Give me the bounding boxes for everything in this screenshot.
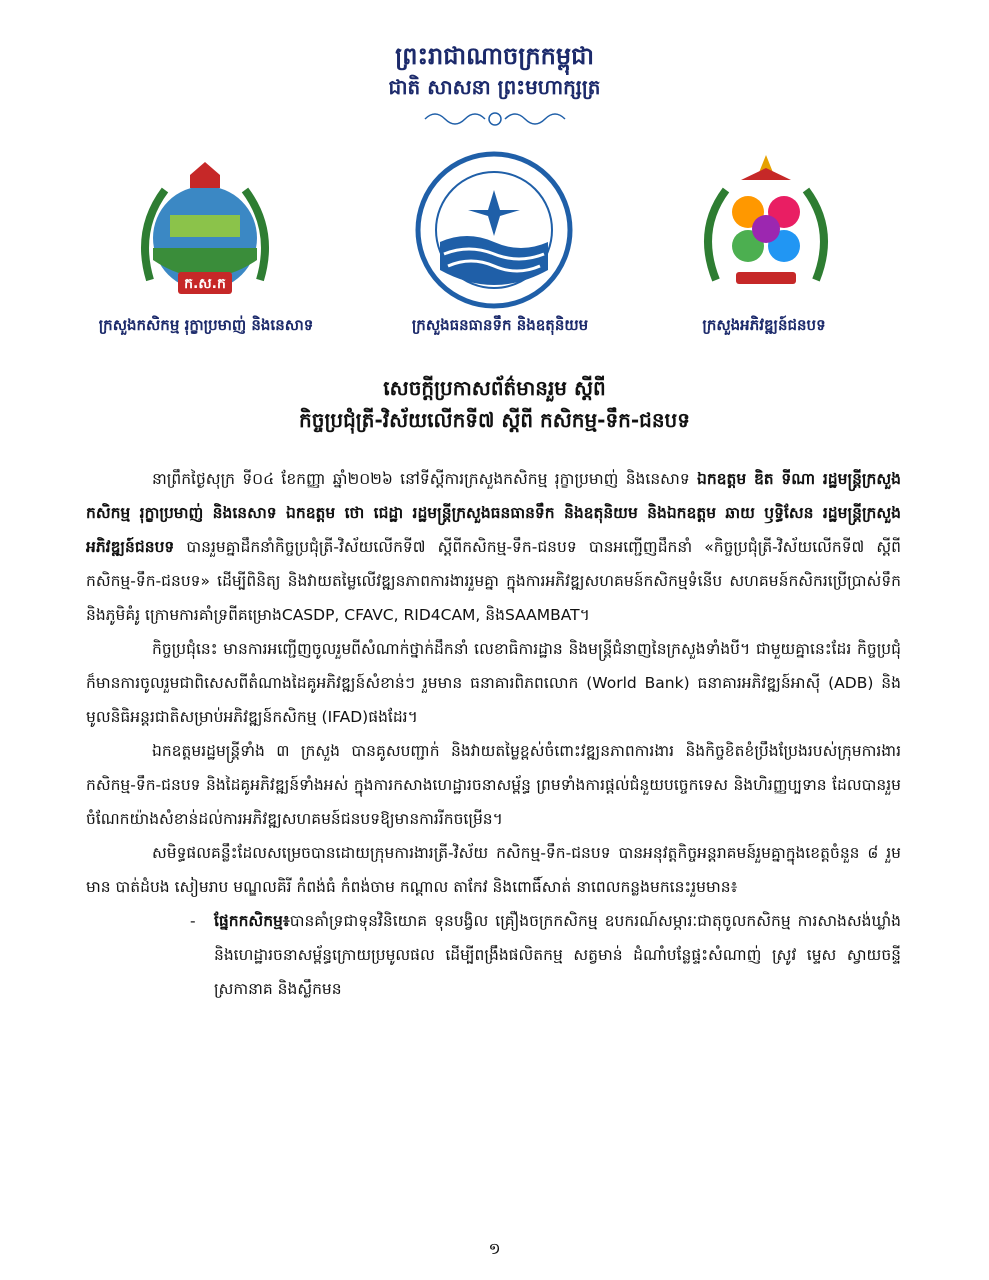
agriculture-ministry-badge: ក.ស.ក bbox=[184, 276, 226, 292]
water-ministry-label: ក្រសួងធនធានទឹក និងឧតុនិយម bbox=[411, 316, 589, 334]
paragraph-1-rest: បានរួមគ្នាដឹកនាំកិច្ចប្រជុំត្រី-វិស័យលើកទី៧ ស្តីពីកសិកម្ម-ទឹក-ជនបទ បានអញ្ជើញដឹកនាំ «កិច្ចប្រជុំត្រី-វិស័យលើកទី៧ ស្តីពីកសិកម្ម-ទឹក-ជនបទ» ដើម្បីពិនិត្យ និងវាយតម្លៃលើវឌ្ឍនភាពការងាររួមគ្នា ក្នុងការអភិវឌ្ឍសហគមន៍កសិកម្មទំនើប សហគមន៍កសិករប្រើប្រាស់ទឹក និងភូមិគំរូ ក្រោមការគាំទ្រពីគម្រោងCASDP, CFAVC, RID4CAM, និងSAAMBAT។ bbox=[86, 538, 901, 624]
rural-development-ministry-logo bbox=[696, 150, 836, 300]
national-header bbox=[0, 40, 989, 102]
bullet-heading: ផ្នែកកសិកម្ម៖ bbox=[214, 912, 290, 930]
title-line-2: កិច្ចប្រជុំត្រី-វិស័យលើកទី៧ ស្តីពី កសិកម្ម-ទឹក-ជនបទ bbox=[299, 408, 690, 432]
water-ministry-logo bbox=[414, 150, 574, 310]
document-body bbox=[86, 462, 901, 1006]
paragraph-3: ឯកឧត្តមរដ្ឋមន្ត្រីទាំង ៣ ក្រសួង បានគូសបញ្ជាក់ និងវាយតម្លៃខ្ពស់ចំពោះវឌ្ឍនភាពការងារ និងកិច្ចខិតខំប្រឹងប្រែងរបស់ក្រុមការងារកសិកម្ម-ទឹក-ជនបទ និងដៃគូអភិវឌ្ឍន៍ទាំងអស់ ក្នុងការកសាងហេដ្ឋារចនាសម្ព័ន្ធ ព្រមទាំងការផ្តល់ជំនួយបច្ចេកទេស និងហិរញ្ញប្បទាន ដែលបានរួមចំណែកយ៉ាងសំខាន់ដល់ការអភិវឌ្ឍសហគមន៍ជនបទឱ្យមានការរីកចម្រើន។ bbox=[86, 742, 901, 828]
bullet-text: បានគាំទ្រជាទុនវិនិយោគ ទុនបង្វិល គ្រឿងចក្រកសិកម្ម ឧបករណ៍សម្ភារៈជាតុចូលកសិកម្ម ការសាងសង់ឃ្លាំង និងហេដ្ឋារចនាសម្ព័ន្ធក្រោយប្រមូលផល ដើម្បីពង្រឹងផលិតកម្ម សត្វមាន់ ដំណាំបន្លែផ្ទះសំណាញ់ ស្រូវ ម្ទេស ស្វាយចន្ទី ស្រកានាគ និងស្លឹកមន bbox=[214, 912, 901, 998]
rural-development-ministry-label: ក្រសួងអភិវឌ្ឍន៍ជនបទ bbox=[702, 316, 826, 334]
paragraph-1-officials: ឯកឧត្តម ឌិត ទីណា រដ្ឋមន្ត្រីក្រសួងកសិកម្ម រុក្ខាប្រមាញ់ និងនេសាទ ឯកឧត្តម ថោ ជេដ្ឋា រដ្ឋមន្ត្រីក្រសួងធនធានទឹក និងឧតុនិយម និងឯកឧត្តម ឆាយ ឫទ្ធិសែន រដ្ឋមន្ត្រីក្រសួងអភិវឌ្ឍន៍ជនបទ bbox=[86, 470, 901, 556]
paragraph-1 bbox=[86, 462, 901, 632]
bullet-dash: - bbox=[190, 912, 196, 930]
paragraph-2: កិច្ចប្រជុំនេះ មានការអញ្ជើញចូលរួមពីសំណាក់ថ្នាក់ដឹកនាំ លេខាធិការដ្ឋាន និងមន្ត្រីជំនាញនៃក្រសួងទាំងបី។ ជាមួយគ្នានេះដែរ កិច្ចប្រជុំក៏មានការចូលរួមជាពិសេសពីតំណាងដៃគូអភិវឌ្ឍន៍សំខាន់ៗ រួមមាន ធនាគារពិភពលោក (World Bank) ធនាគារអភិវឌ្ឍន៍អាស៊ី (ADB) និងមូលនិធិអន្តរជាតិសម្រាប់អភិវឌ្ឍន៍កសិកម្ម (IFAD)ផងដែរ។ bbox=[86, 640, 901, 726]
announcement-title bbox=[0, 372, 989, 436]
bullet-agriculture bbox=[190, 904, 901, 1006]
page-number: ១ bbox=[488, 1239, 501, 1258]
national-motto: ជាតិ សាសនា ព្រះមហាក្សត្រ bbox=[388, 75, 601, 99]
paragraph-4: សមិទ្ធផលគន្លឹះដែលសម្រេចបានដោយក្រុមការងារត្រី-វិស័យ កសិកម្ម-ទឹក-ជនបទ បានអនុវត្តកិច្ចអន្តរាគមន៍រួមគ្នាក្នុងខេត្តចំនួន ៨ រួមមាន បាត់ដំបង សៀមរាប មណ្ឌលគិរី កំពង់ធំ កំពង់ចាម កណ្តាល តាកែវ និងពោធិ៍សាត់ នាពេលកន្លងមកនេះរួមមាន៖ bbox=[86, 844, 901, 896]
ornament-divider-icon bbox=[420, 108, 570, 130]
paragraph-1-intro: នាព្រឹកថ្ងៃសុក្រ ទី០៤ ខែកញ្ញា ឆ្នាំ២០២៦ នៅទីស្តីការក្រសួងកសិកម្ម រុក្ខាប្រមាញ់ និងនេសាទ bbox=[152, 470, 690, 488]
kingdom-title: ព្រះរាជាណាចក្រកម្ពុជា bbox=[395, 42, 594, 70]
title-line-1: សេចក្តីប្រកាសព័ត៌មានរួម ស្តីពី bbox=[383, 376, 606, 400]
agriculture-ministry-label: ក្រសួងកសិកម្ម រុក្ខាប្រមាញ់ និងនេសាទ bbox=[98, 316, 314, 334]
